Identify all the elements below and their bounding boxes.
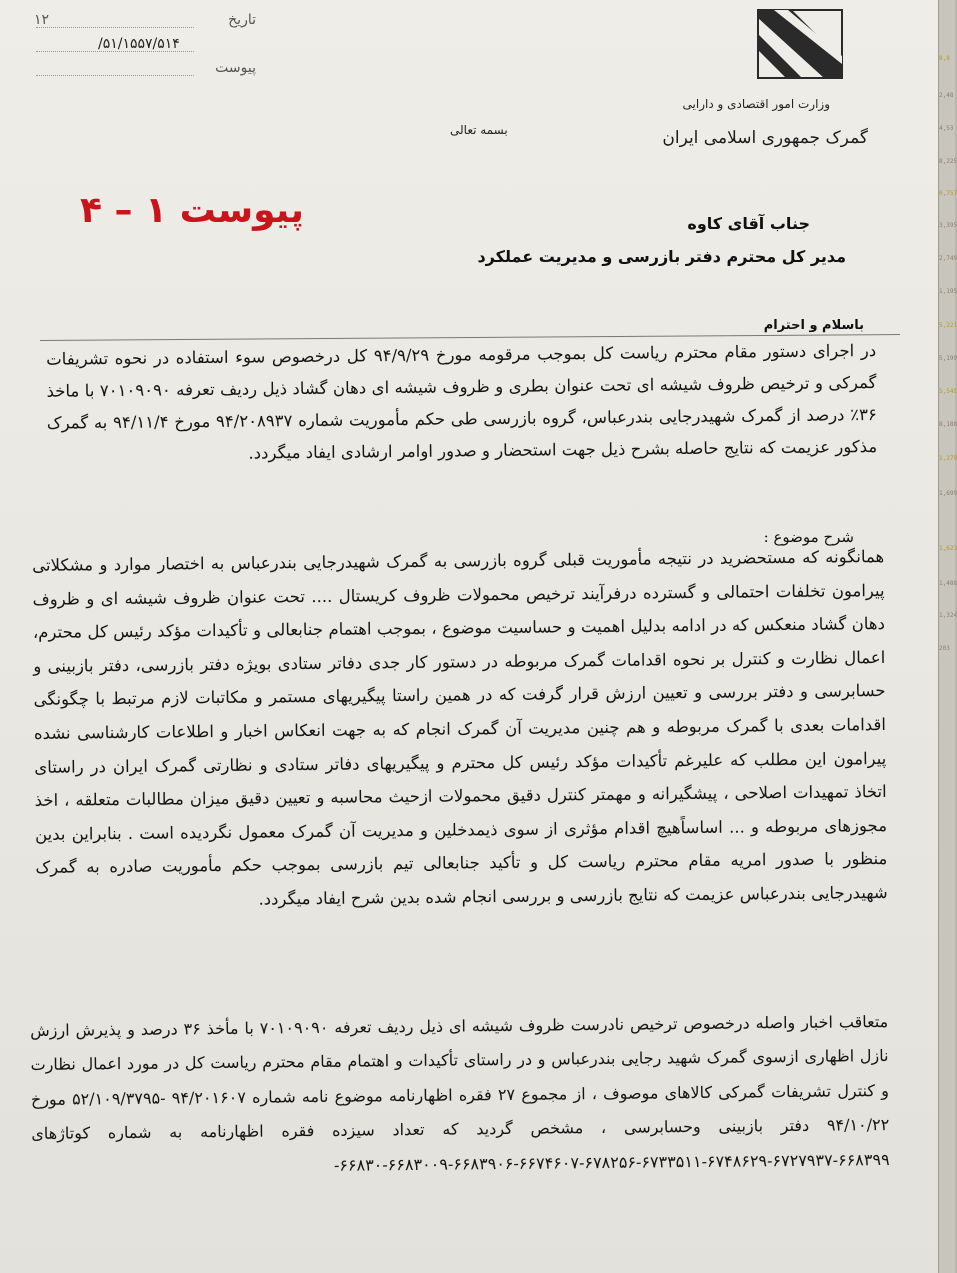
letter-meta (34, 8, 264, 80)
edge-number: 5,221 (939, 322, 957, 329)
underlying-page-edge (938, 0, 955, 1273)
edge-number: 5,545 (939, 388, 957, 395)
intro-paragraph: در اجرای دستور مقام محترم ریاست کل بموجب مرقومه مورخ ۹۴/۹/۲۹ کل درخصوص سوء استفاده در نحوه تشریفات گمرکی و ترخیص ظروف شیشه ای تحت عنوان بطری و ظروف شیشه ای دهان گشاد ذیل ردیف تعرفه ۷۰۱۰۹۰۹۰ با ماخذ ۳۶٪ درصد از گمرک شهیدرجایی بندرعباس، گروه بازرسی طی حکم مأموریت شماره ۹۴/۲۰۸۹۳۷ مورخ ۹۴/۱۱/۴ به گمرک مذکور عزیمت که نتایج حاصله بشرح ذیل جهت استحضار و صدور اوامر ارشادی ایفاد میگردد. (46, 340, 878, 463)
subject-paragraph: همانگونه که مستحضرید در نتیجه مأموریت قبلی گروه بازرسی به گمرک شهیدرجایی بندرعباس به اختصار موارد و مشکلاتی پیرامون تخلفات احتمالی و گسترده درفرآیند ترخیص محمولات ظروف کریستال .... تحت عنوان ظروف شیشه ای و ظروف دهان گشاد منعکس که در ادامه بدلیل اهمیت و حساسیت موضوع ، بموجب اهتمام جنابعالی و تأکیدات مؤکد رئیس کل محترم، اعمال نظارت و کنترل بر نحوه اقدامات گمرک مربوطه در دستور کار جدی دفاتر ستادی بویژه دفتر بازرسی، دفتر بازبینی و حسابرسی و دفتر بررسی و تعیین ارزش قرار گرفت که در همین راستا پیگیریهای مستمر و مکاتبات لازم مرتبط با چگونگی اقدامات بعدی با گمرک مربوطه و هم چنین مدیریت آن گمرک انجام که به جهت انعکاس اخبار و اطلاعات کارشناسی نشده پیرامون این مطلب که علیرغم تأکیدات مؤکد رئیس کل محترم و پیگیریهای دفاتر ستادی و نظارتی گمرک ایران در راستای اتخاذ تمهیدات اصلاحی ، پیشگیرانه و مهمتر کنترل دقیق محمولات ازحیث محاسبه و تعیین دقیق میزان مطالبات متعلقه ، اخذ مجوزهای مربوطه و ... اساساًهیچ اقدام مؤثری از سوی ذیمدخلین و مدیریت آن گمرک معمول نگردیده است . بنابراین بدین منظور با صدور امریه مقام محترم ریاست کل و تأکید جنابعالی تیم بازرسی بموجب حکم مأموریت صادره به گمرک شهیدرجایی بندرعباس عزیمت که نتایج بازرسی و بررسی انجام شده بدین شرح ایفاد میگردد. (32, 546, 888, 909)
bismillah: بسمه تعالی (450, 123, 508, 137)
edge-number: 3,395 (939, 222, 957, 229)
customs-name: گمرک جمهوری اسلامی ایران (662, 128, 868, 148)
attachment-label: پیوست (215, 60, 256, 76)
edge-number: 8,188 (939, 421, 957, 428)
corner-number: ۱۲ (34, 12, 50, 28)
edge-number: 1,270 (939, 455, 957, 462)
edge-number: 1,488 (939, 580, 957, 587)
ministry-name: وزارت امور اقتصادی و دارایی (682, 97, 830, 111)
edge-number: 1,324 (939, 612, 957, 619)
edge-number: 0,757 (939, 190, 957, 197)
greeting: باسلام و احترام (763, 318, 864, 333)
subject-heading: شرح موضوع : (763, 528, 854, 546)
letter-number: ۵۱/۱۵۵۷/۵۱۴/ (98, 36, 180, 52)
annex-label: پیوست ۱ – ۴ (80, 190, 304, 231)
edge-number: 203 (939, 645, 950, 652)
edge-number: 8,225 (939, 158, 957, 165)
date-label: تاریخ (228, 12, 256, 28)
edge-number: 8,8 (939, 55, 950, 62)
recipient-title: مدیر کل محترم دفتر بازرسی و مدیریت عملکرد (477, 247, 846, 266)
date-row (34, 8, 264, 32)
findings-paragraph: متعاقب اخبار واصله درخصوص ترخیص نادرست ظروف شیشه ای ذیل ردیف تعرفه ۷۰۱۰۹۰۹۰ با مأخذ ۳۶ درصد و پذیرش ارزش نازل اظهاری ازسوی گمرک شهید رجایی بندرعباس و در راستای تأکیدات و اهتمام مقام محترم ریاست کل در مورد اعمال نظارت و کنترل تشریفات گمرکی کالاهای موصوف ، از مجموع ۲۷ فقره اظهارنامه موضوع نامه شماره ۹۴/۲۰۱۶۰۷ -۵۲/۱۰۹/۳۷۹۵ مورخ ۹۴/۱۰/۲۲ دفتر بازبینی وحسابرسی ، مشخص گردید که تعداد سیزده فقره اظهارنامه به شماره کوتاژهای ۶۶۸۳۹۹-۶۷۲۷۹۳۷-۶۷۴۸۶۲۹-۶۷۳۳۵۱۱-۶۷۸۲۵۶-۶۶۷۴۶۰۷-۶۶۸۳۹۰۶-۶۶۸۳۰۰۹-۶۶۸۳۰- (30, 1011, 890, 1175)
attachment-row (34, 56, 264, 80)
number-row (34, 32, 264, 56)
edge-number: 2,749 (939, 255, 957, 262)
customs-logo-icon (752, 4, 848, 84)
edge-number: 1,699 (939, 490, 957, 497)
edge-number: 2,48 (939, 92, 954, 99)
edge-number: 4,53 (939, 125, 954, 132)
edge-number: 1,195 (939, 288, 957, 295)
edge-number: 5,199 (939, 355, 957, 362)
edge-number: 1,623 (939, 545, 957, 552)
recipient-name: جناب آقای کاوه (687, 214, 810, 233)
number-label (218, 36, 256, 52)
